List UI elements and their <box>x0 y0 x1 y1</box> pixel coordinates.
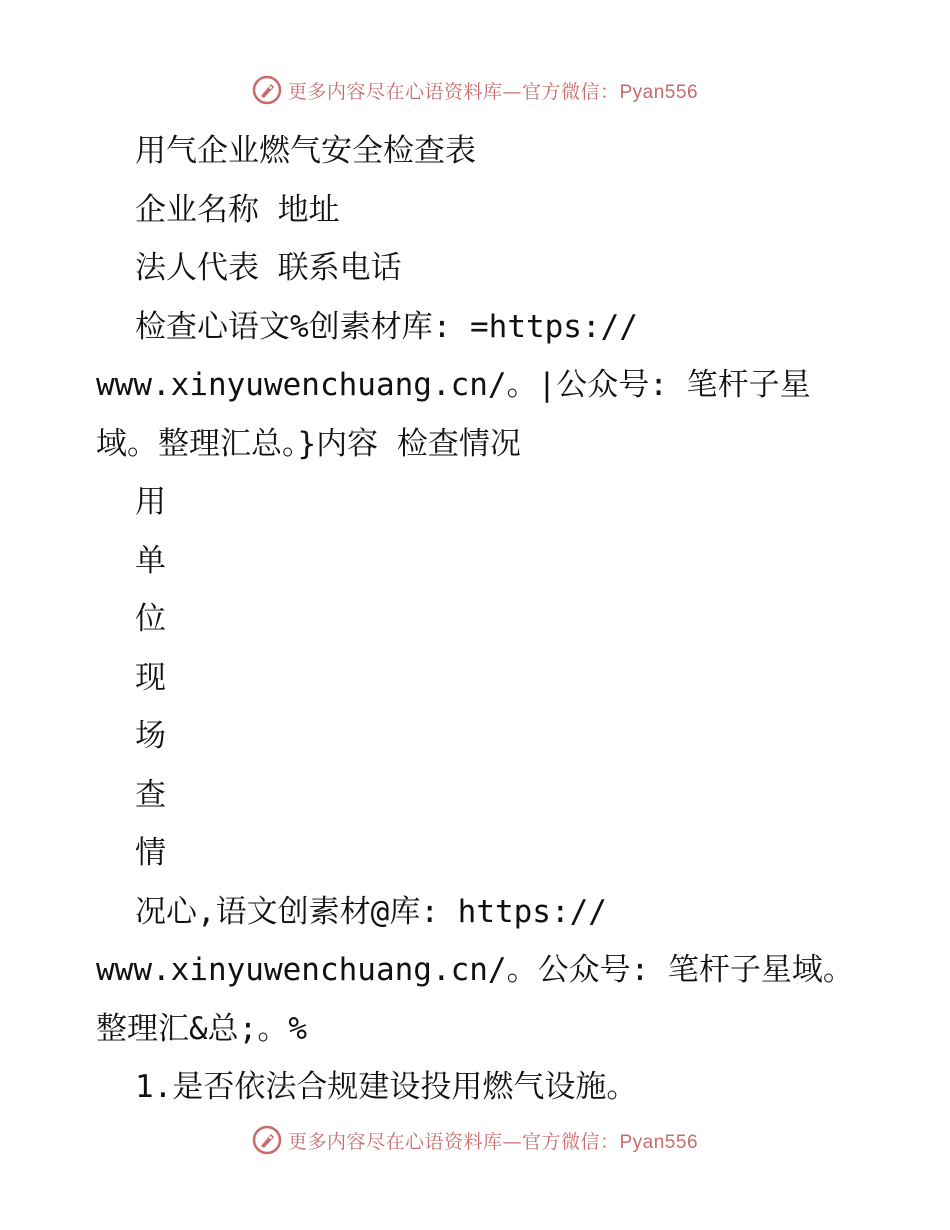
pen-nib-logo-icon <box>252 1125 282 1155</box>
doc-title: 用气企业燃气安全检查表 <box>135 133 476 169</box>
watermark-text: 更多内容尽在心语资料库—官方微信：Pyan556 <box>287 1130 699 1153</box>
doc-line: 位 <box>135 601 166 637</box>
document-body <box>96 122 896 1117</box>
doc-line: 法人代表 联系电话 <box>135 250 402 286</box>
doc-line: 况心,语文创素材@库: https:// <box>135 893 607 930</box>
doc-line: www.xinyuwenchuang.cn/。|公众号: 笔杆子星 <box>96 367 811 403</box>
watermark-banner-bottom <box>0 1120 950 1160</box>
doc-line: 检查心语文%创素材库: =https:// <box>135 308 638 345</box>
doc-line: www.xinyuwenchuang.cn/。公众号: 笔杆子星域。 <box>96 952 854 988</box>
doc-line: 情 <box>135 835 166 871</box>
watermark-text: 更多内容尽在心语资料库—官方微信：Pyan556 <box>287 80 699 103</box>
doc-line: 域。整理汇总。}内容 检查情况 <box>96 425 521 462</box>
doc-line: 1.是否依法合规建设投用燃气设施。 <box>135 1069 638 1105</box>
doc-line: 场 <box>135 718 166 754</box>
pen-nib-logo-icon <box>252 75 282 105</box>
doc-line: 现 <box>135 659 166 696</box>
doc-line: 用 <box>135 484 166 520</box>
doc-line: 单 <box>135 542 166 579</box>
doc-line: 整理汇&总;。% <box>96 1010 307 1047</box>
watermark-banner-top <box>0 70 950 110</box>
doc-line: 企业名称 地址 <box>135 191 340 228</box>
doc-line: 查 <box>135 776 166 813</box>
